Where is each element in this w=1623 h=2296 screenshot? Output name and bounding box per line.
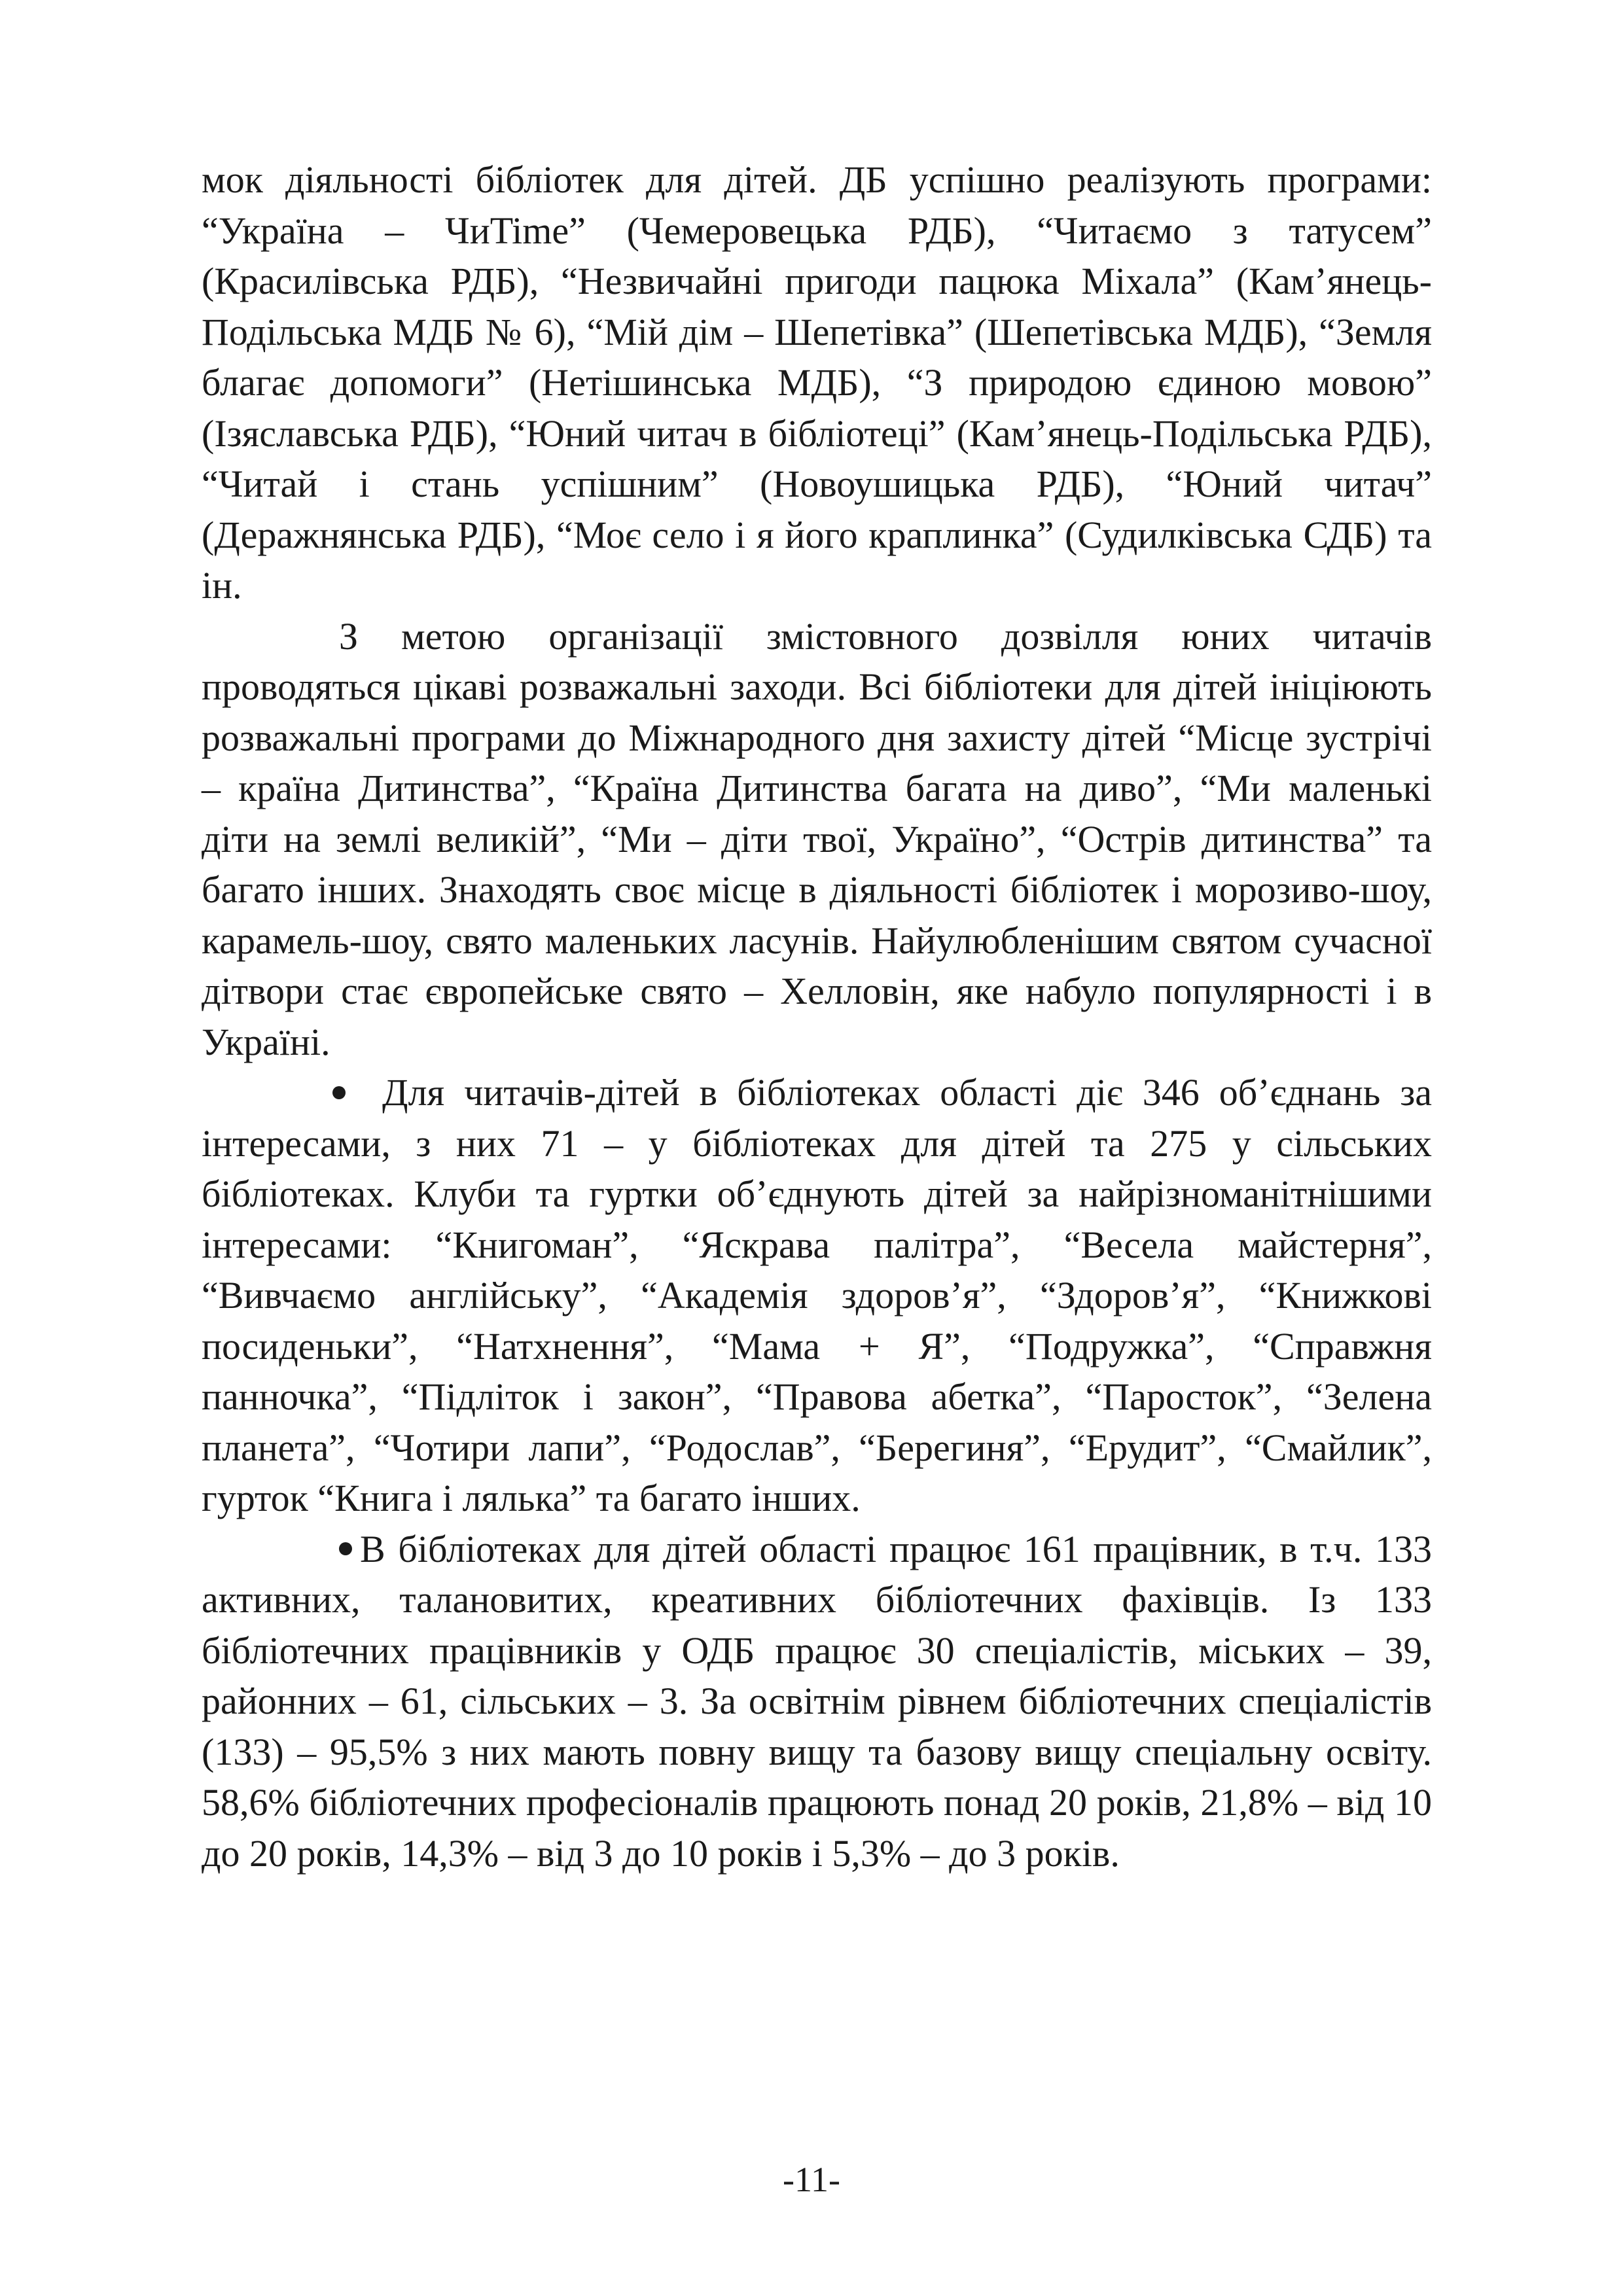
bullet-icon xyxy=(339,1542,352,1555)
paragraph-programs: мок діяльності бібліотек для дітей. ДБ успішно реалізують програми: “Україна – ЧиTime” (Чемеровецька РДБ), “Читаємо з татусем” (Красилівська РДБ), “Незвичайні пригоди пацюка Міхала” (Кам’янець-Подільська МДБ № 6), “Мій дім – Шепетівка” (Шепетівська МДБ), “Земля благає допомоги” (Нетішинська МДБ), “З природою єдиною мовою” (Ізяславська РДБ), “Юний читач в бібліотеці” (Кам’янець-Подільська РДБ), “Читай і стань успішним” (Новоушицька РДБ), “Юний читач” (Деражнянська РДБ), “Моє село і я його краплинка” (Судилківська СДБ) та ін. xyxy=(202,158,1432,607)
paragraph-clubs xyxy=(202,1067,1432,1524)
paragraph-leisure: З метою організації змістовного дозвілля юних читачів проводяться цікаві розважальні заходи. Всі бібліотеки для дітей ініціюють розважальні програми до Міжнародного дня захисту дітей “Місце зустрічі – країна Дитинства”, “Країна Дитинства багата на диво”, “Ми маленькі діти на землі великій”, “Ми – діти твої, Україно”, “Острів дитинства” та багато інших. Знаходять своє місце в діяльності бібліотек і морозиво-шоу, карамель-шоу, свято маленьких ласунів. Найулюбленішим святом сучасної дітвори стає європейське свято – Хелловін, яке набуло популярності і в Україні. xyxy=(202,614,1432,1063)
paragraph-staff-text: В бібліотеках для дітей області працює 161 працівник, в т.ч. 133 активних, талановитих, креативних бібліотечних фахівців. Із 133 бібліотечних працівників у ОДБ працює 30 спеціалістів, міських – 39, районних – 61, сільських – 3. За освітнім рівнем бібліотечних спеціалістів (133) – 95,5% з них мають повну вищу та базову вищу спеціальну освіту. 58,6% бібліотечних професіоналів працюють понад 20 років, 21,8% – від 10 до 20 років, 14,3% – від 3 до 10 років і 5,3% – до 3 років. xyxy=(202,1527,1432,1875)
paragraph-clubs-text: Для читачів-дітей в бібліотеках області діє 346 об’єднань за інтересами, з них 71 – у бібліотеках для дітей та 275 у сільських бібліотеках. Клуби та гуртки об’єднують дітей за найрізноманітнішими інтересами: “Книгоман”, “Яскрава палітра”, “Весела майстерня”, “Вивчаємо англійську”, “Академія здоров’я”, “Здоров’я”, “Книжкові посиденьки”, “Натхнення”, “Мама + Я”, “Подружка”, “Справжня панночка”, “Підліток і закон”, “Правова абетка”, “Паросток”, “Зелена планета”, “Чотири лапи”, “Родослав”, “Берегиня”, “Ерудит”, “Смайлик”, гурток “Книга і лялька” та багато інших. xyxy=(202,1071,1432,1519)
body-text xyxy=(202,154,1432,1879)
paragraph-staff xyxy=(202,1524,1432,1879)
bullet-icon xyxy=(332,1086,346,1099)
page-number: -11- xyxy=(783,2160,840,2199)
